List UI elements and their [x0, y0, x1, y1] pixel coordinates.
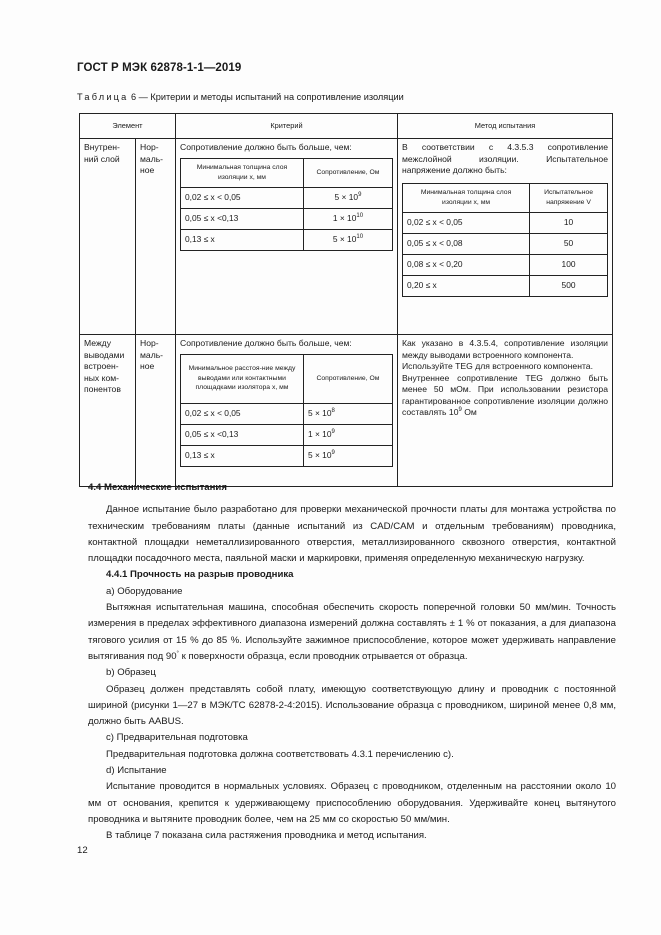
col-header-criterion: Критерий	[176, 114, 398, 139]
range-cell: 0,13 ≤ x	[181, 445, 304, 466]
range-cell: 0,02 ≤ x < 0,05	[181, 187, 304, 208]
range-cell: 0,02 ≤ x < 0,05	[403, 212, 530, 233]
criterion-subtable	[180, 354, 393, 467]
table-header-row	[80, 114, 613, 139]
subtable-row	[403, 275, 608, 296]
subtable-header: Минимальная толщина слоя изоляции x, мм	[403, 183, 530, 212]
list-item: d) Испытание	[106, 765, 167, 777]
resistance-cell: $5 \times 10^9$	[303, 445, 392, 466]
subtable-header: Сопротивление, Ом	[303, 158, 392, 187]
resistance-cell: $5 \times 10^{10}$	[303, 229, 392, 250]
paragraph: Вытяжная испытательная машина, способная обеспечить скорость поперечной головки 50 мм/мин. Точность измерения в пределах эффективного диапазона измерений должна составлять ± 1 % от показания, а для диапазона тягового усилия от 15 % до 85 %. Используйте зажимное приспособление, которое может удерживать направление вытягивания под 90° к поверхности образца, если проводник отрывается от образца.	[88, 602, 616, 662]
table-row	[80, 139, 613, 335]
range-cell: 0,13 ≤ x	[181, 229, 304, 250]
criterion-cell	[176, 139, 398, 335]
table-caption	[77, 92, 404, 102]
condition-cell: Нор-маль-ное	[136, 139, 176, 335]
paragraph: Образец должен представлять собой плату, имеющую соответствующую длину и проводник с постоянной шириной (рисунки 1—27 в МЭК/ТС 62878-2-4:2015). Использование образца с проводником, шириной менее 0,8 мм, должно быть AABUS.	[88, 683, 616, 728]
table-caption-word: Таблица	[77, 92, 129, 102]
resistance-cell: $1 \times 10^9$	[303, 424, 392, 445]
resistance-cell: $1 \times 10^{10}$	[303, 208, 392, 229]
document-header: ГОСТ Р МЭК 62878-1-1—2019	[77, 62, 242, 74]
resistance-cell: $5 \times 10^8$	[303, 403, 392, 424]
voltage-cell: 10	[530, 212, 608, 233]
subtable-row	[181, 229, 393, 250]
element-cell: Внутрен-ний слой	[80, 139, 136, 335]
voltage-cell: 500	[530, 275, 608, 296]
range-cell: 0,05 ≤ x <0,13	[181, 208, 304, 229]
method-paragraph: Как указано в 4.3.5.4, сопротивление изоляции между выводами встроенного компонента.	[402, 338, 608, 360]
resistance-cell: $5 \times 10^9$	[303, 187, 392, 208]
section-body	[88, 480, 616, 845]
range-cell: 0,05 ≤ x < 0,08	[403, 233, 530, 254]
paragraph: Испытание проводится в нормальных условиях. Образец с проводником, отделенным на расстоянии около 10 мм от основания, крепится к удерживающему приспособлению оборудования. Удерживайте конец вытянутого проводника и вытяните проводник более, чем на 25 мм со скоростью 50 мм/мин.	[88, 781, 616, 825]
paragraph: Предварительная подготовка должна соответствовать 4.3.1 перечислению c).	[106, 748, 454, 760]
subtable-header: Минимальное расстоя-ние между выводами или контактными площадками изолятора x, мм	[181, 354, 304, 403]
range-cell: 0,08 ≤ x < 0,20	[403, 254, 530, 275]
list-item: b) Образец	[106, 667, 156, 679]
subtable-row	[181, 445, 393, 466]
insulation-resistance-table	[79, 113, 613, 487]
range-cell: 0,02 ≤ x < 0,05	[181, 403, 304, 424]
method-cell	[398, 139, 613, 335]
subtable-row	[403, 212, 608, 233]
method-text: В соответствии с 4.3.5.3 сопротивление межслойной изоляции. Испытательное напряжение должно быть:	[402, 142, 608, 175]
subtable-row	[403, 233, 608, 254]
page-number: 12	[77, 845, 88, 856]
criterion-subtable	[180, 158, 393, 251]
table-row	[80, 335, 613, 487]
range-cell: 0,20 ≤ x	[403, 275, 530, 296]
list-item: а) Оборудование	[106, 585, 183, 597]
element-cell: Между выводами встроен-ных ком-понентов	[80, 335, 136, 487]
subsection-heading: 4.4.1 Прочность на разрыв проводника	[106, 569, 294, 581]
paragraph: В таблице 7 показана сила растяжения проводника и метод испытания.	[106, 830, 427, 842]
table-caption-title: 6 — Критерии и методы испытаний на сопротивление изоляции	[128, 92, 404, 102]
col-header-method: Метод испытания	[398, 114, 613, 139]
subtable-row	[181, 187, 393, 208]
criterion-cell	[176, 335, 398, 487]
voltage-cell: 50	[530, 233, 608, 254]
method-paragraph: Внутреннее сопротивление TEG должно быть менее 50 мОм. При использовании резистора гарантированное сопротивление изоляции должно составлять $10^9$ Ом	[402, 372, 608, 417]
subtable-row	[403, 254, 608, 275]
subtable-row	[181, 208, 393, 229]
method-paragraph: Используйте TEG для встроенного компонента.	[402, 361, 593, 371]
condition-cell: Нор-маль-ное	[136, 335, 176, 487]
method-cell	[398, 335, 613, 487]
voltage-cell: 100	[530, 254, 608, 275]
range-cell: 0,05 ≤ x <0,13	[181, 424, 304, 445]
section-heading: 4.4 Механические испытания	[88, 482, 227, 493]
subtable-header: Минимальная толщина слоя изоляции x, мм	[181, 158, 304, 187]
paragraph: Данное испытание было разработано для проверки механической прочности платы для монтажа устройства по техническим требованиям платы (данные испытаний из CAD/CAM и отдельным требованиям) проводника, контактной площадки неметаллизированного отверстия, металлизированного сквозного отверстия, контактной площадки посадочного места, паяльной маски и маркировки, применяя определенную механическую нагрузку.	[88, 504, 616, 565]
subtable-row	[181, 424, 393, 445]
method-subtable	[402, 183, 608, 297]
subtable-row	[181, 403, 393, 424]
col-header-element: Элемент	[80, 114, 176, 139]
subtable-header: Сопротивление, Ом	[303, 354, 392, 403]
subtable-header: Испытательное напряжение V	[530, 183, 608, 212]
criterion-intro: Сопротивление должно быть больше, чем:	[180, 142, 352, 152]
list-item: c) Предварительная подготовка	[106, 732, 248, 744]
criterion-intro: Сопротивление должно быть больше, чем:	[180, 338, 352, 348]
